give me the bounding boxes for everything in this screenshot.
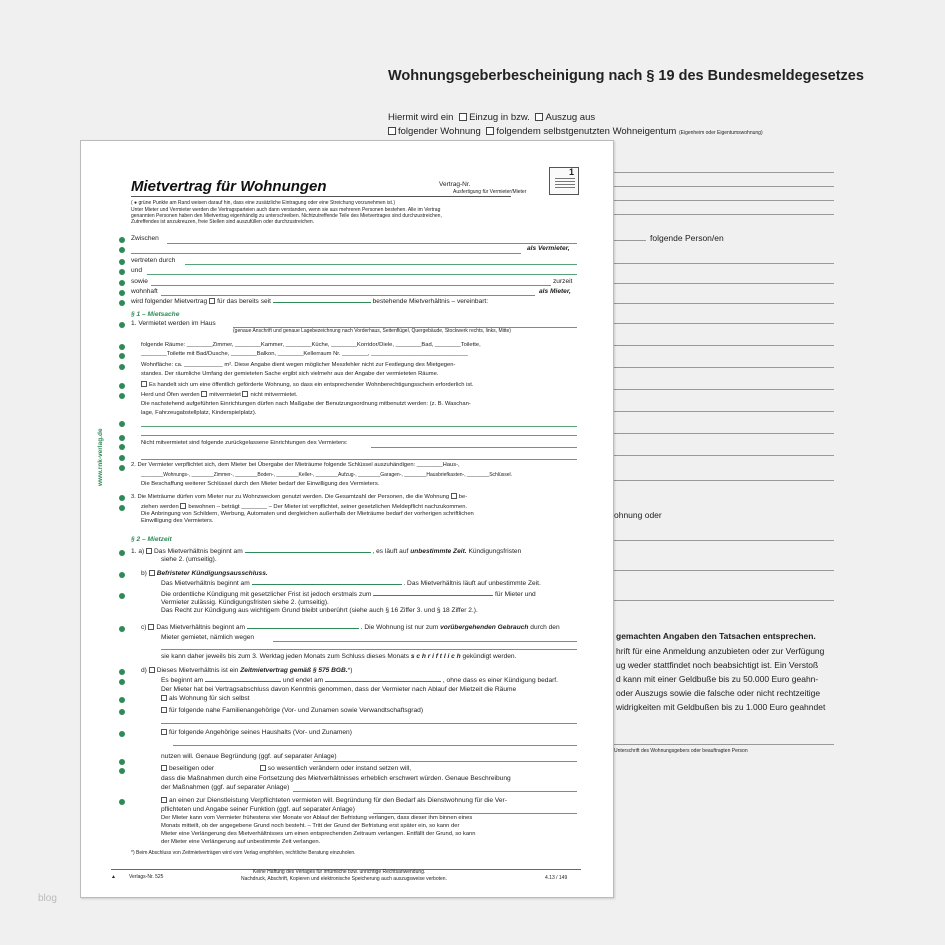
back-field-line: [614, 411, 834, 412]
entry-marker: [119, 572, 125, 578]
s2-d-line: Es beginnt am und endet am , ohne dass es einer Kündigung bedarf.: [161, 677, 558, 684]
tenant2-name-field[interactable]: [151, 285, 551, 286]
s2-d-note: Mieter eine Verlängerung des Mietverhältnisses um einen entsprechenden Zeitraum verlangen. Entfällt der Grund, so kann: [161, 831, 476, 837]
dwelling-type-row: folgender Wohnung folgendem selbstgenutzten Wohneigentum (Eigenheim oder Eigentumswohnung): [388, 126, 763, 137]
back-field-line: [614, 303, 834, 304]
entry-marker: [119, 393, 125, 399]
s2-d-line: nutzen will. Genaue Begründung (ggf. auf separater Anlage): [161, 753, 337, 760]
s2-b-line: Vermieter zulässig. Kündigungsfristen siehe 2. (umseitig).: [161, 599, 329, 606]
entry-marker: [119, 799, 125, 805]
copy-for-label: Ausfertigung für Vermieter/Mieter: [453, 189, 527, 195]
wohnhaft-label: wohnhaft: [131, 288, 158, 295]
wohneigentum-checkbox[interactable]: [486, 127, 494, 135]
d-end-date-field[interactable]: [325, 681, 441, 682]
s2-a-row: 1. a) Das Mietverhältnis beginnt am , es läuft auf unbestimmte Zeit. Kündigungsfristen: [131, 548, 522, 555]
als-mieter-label: als Mieter,: [539, 288, 571, 295]
s2-d-option: für folgende nahe Familienangehörige (Vor- und Zunamen sowie Verwandtschaftsgrad): [161, 707, 423, 715]
entry-marker: [119, 300, 125, 306]
entry-marker: [119, 593, 125, 599]
legal-text-line: oder Auszugs sowie die falsche oder nicht rechtzeitige: [616, 688, 821, 698]
entry-marker: [119, 237, 125, 243]
keys-line: ________Wohnungs-, ________Zimmer-, ________Boden-, ________Keller-, ________Aufzug-, ________Garagen-, ________Hausbriefkasten-, ________Schlüssel.: [141, 472, 513, 478]
back-field-line: [614, 240, 646, 241]
wohnung-checkbox[interactable]: [388, 127, 396, 135]
keys-line: 2. Der Vermieter verpflichtet sich, dem Mieter bei Übergabe der Mieträume folgende Schlüssel auszuhändigen: ________Haus-,: [131, 462, 460, 468]
b-start-date-field[interactable]: [252, 584, 402, 585]
mitvermietet-checkbox[interactable]: [201, 391, 207, 397]
als-vermieter-label: als Vermieter,: [527, 245, 570, 252]
s2-a-note: siehe 2. (umseitig).: [161, 556, 217, 563]
s2-d-row: d) Dieses Mietverhältnis ist ein Zeitmietvertrag gemäß § 575 BGB.*): [141, 667, 353, 674]
s2-c-row: c) Das Mietverhältnis beginnt am . Die Wohnung ist nur zum vorübergehenden Gebrauch durch den: [141, 624, 560, 631]
bewohnen-checkbox[interactable]: [180, 503, 186, 509]
wesentlich-checkbox[interactable]: [260, 765, 266, 771]
s2-d-line: dass die Maßnahmen durch eine Fortsetzung des Mietverhältnisses erheblich erschwert würden. Genaue Beschreibung: [161, 775, 511, 782]
instruction-note: ( ● grüne Punkte am Rand weisen darauf hin, dass eine zusätzliche Eintragung oder eine Streichung vorzunehmen ist.): [131, 200, 396, 206]
watermark: blog: [38, 893, 57, 904]
representative-field[interactable]: [185, 264, 577, 265]
measures-field[interactable]: [293, 791, 577, 792]
justification-field[interactable]: [313, 761, 577, 762]
s2-d-option: an einen zur Dienstleistung Verpflichteten vermieten will. Begründung für den Bedarf als Dienstwohnung für die Ver-: [161, 797, 507, 805]
back-page-title: Wohnungsgeberbescheinigung nach § 19 des Bundesmeldegesetzes: [388, 68, 864, 84]
family-names-field[interactable]: [161, 723, 577, 724]
s1-item1: 1. Vermietet werden im Haus: [131, 320, 216, 327]
s2-b-line: Das Recht zur Kündigung aus wichtigem Grund bleibt unberührt (siehe auch § 16 Ziffer 3. und § 18 Ziffer 2.).: [161, 607, 478, 614]
back-field-line: [614, 263, 834, 264]
s2-c-line: Mieter gemietet, nämlich wegen: [161, 634, 255, 641]
entry-marker: [119, 421, 125, 427]
back-field-line: [614, 345, 834, 346]
entry-marker: [119, 465, 125, 471]
instruction-text: genannten Personen haben den Mietvertrag eigenhändig zu unterschreiben. Nichtzutreffende Teile des Mietvertrages sind durchzustreichen,: [131, 213, 442, 219]
befristet-checkbox[interactable]: [149, 570, 155, 576]
s2-d-option: beseitigen oder so wesentlich verändern oder instand setzen will,: [161, 765, 411, 773]
s2-d-line: Der Mieter hat bei Vertragsabschluss davon Kenntnis genommen, dass der Vermieter nach Ablauf der Mietzeit die Räume: [161, 686, 517, 693]
edition-label: 4.13 / 149: [545, 875, 568, 881]
publisher-number: Verlags-Nr. 525: [129, 874, 164, 880]
s2-d-line: pflichteten und Angabe seiner Funktion (ggf. auf separater Anlage): [161, 806, 355, 813]
s2-b-line: Das Mietverhältnis beginnt am . Das Mietverhältnis läuft auf unbestimmte Zeit.: [161, 580, 541, 587]
entry-marker: [119, 759, 125, 765]
legal-text-line: widrigkeiten mit Geldbußen bis zu 1.000 Euro geahndet: [616, 702, 826, 712]
einzug-checkbox[interactable]: [459, 113, 467, 121]
vertreten-label: vertreten durch: [131, 257, 176, 264]
reason-field[interactable]: [161, 649, 577, 650]
signature-caption: Unterschrift des Wohnungsgebers oder beauftragten Person: [614, 748, 748, 754]
registration-type-row: Hiermit wird ein Einzug in bzw. Auszug aus: [388, 112, 596, 123]
instruction-text: Unter Mieter und Vermieter werden die Vertragsparteien auch dann verstanden, wenn sie aus mehreren Personen bestehen. Alle im Vertrag: [131, 207, 441, 213]
legal-text-line: d kann mit einer Geldbuße bis zu 50.000 Euro geahn-: [616, 674, 819, 684]
entry-marker: [119, 768, 125, 774]
section-2-heading: § 2 – Mietzeit: [131, 536, 172, 543]
back-field-line: [614, 367, 834, 368]
publisher-url: www.rnk-verlag.de: [97, 428, 104, 486]
zurzeit-label: zurzeit: [553, 278, 573, 285]
back-field-line: [614, 600, 834, 601]
not-rented-field[interactable]: [141, 459, 577, 460]
contract-number-label: Vertrag-Nr.: [439, 181, 471, 188]
back-field-line: [614, 172, 834, 173]
since-date-field[interactable]: [273, 302, 371, 303]
facilities-line: lage, Fahrzeugabstellplatz, Kinderspielplatz).: [141, 410, 257, 416]
entry-marker: [119, 550, 125, 556]
entry-marker: [119, 269, 125, 275]
entry-marker: [119, 383, 125, 389]
entry-marker: [119, 455, 125, 461]
back-field-line: [614, 570, 834, 571]
beseitigen-checkbox[interactable]: [161, 765, 167, 771]
footnote: *) Beim Abschluss von Zeitmietverträgen wird vom Verlag empfohlen, rechtliche Beratung einzuholen.: [131, 850, 356, 856]
zwischen-label: Zwischen: [131, 235, 159, 242]
keys-line: Die Beschaffung weiterer Schlüssel durch den Mieter bedarf der Einwilligung des Vermieters.: [141, 481, 380, 487]
entry-marker: [119, 444, 125, 450]
entry-marker: [119, 344, 125, 350]
sowie-label: sowie: [131, 278, 148, 285]
not-rented-line: Nicht mitvermietet sind folgende zurückgelassene Einrichtungen des Vermieters:: [141, 440, 348, 446]
folgende-person-label: folgende Person/en: [650, 233, 724, 243]
usage-line: Die Anbringung von Schildern, Werbung, Automaten und dergleichen außerhalb der Mieträume bedarf der vorherigen schriftlichen: [141, 511, 474, 517]
entry-marker: [119, 280, 125, 286]
signature-line: [614, 744, 834, 745]
back-field-line: [614, 389, 834, 390]
s2-d-option: als Wohnung für sich selbst: [161, 695, 250, 703]
entry-marker: [119, 495, 125, 501]
back-field-line: [614, 433, 834, 434]
first-termination-date-field[interactable]: [373, 595, 493, 596]
copyright-note: Nachdruck, Abschrift, Kopieren und elektronische Speicherung auch auszugsweise verboten.: [241, 876, 447, 882]
back-field-line: [614, 323, 834, 324]
back-field-line: [614, 186, 834, 187]
public-housing-checkbox[interactable]: [141, 381, 147, 387]
document-title: Mietvertrag für Wohnungen: [131, 178, 327, 195]
entry-marker: [119, 247, 125, 253]
public-housing-row: Es handelt sich um eine öffentlich geförderte Wohnung, so dass ein entsprechender Wohnberechtigungsschein erforderlich ist.: [141, 381, 474, 390]
back-field-line: [614, 540, 834, 541]
liability-note: Keine Haftung des Verlages für irrtümliche bzw. unrichtige Rechtsanwendung.: [253, 869, 426, 875]
back-field-line: [614, 455, 834, 456]
usage-line: 3. Die Mieträume dürfen vom Mieter nur zu Wohnzwecken genutzt werden. Die Gesamtzahl der Personen, die die Wohnung be-: [131, 494, 468, 500]
unbefristet-checkbox[interactable]: [146, 548, 152, 554]
address-hint: (genaue Anschrift und genaue Lagebezeichnung nach Vorderhaus, Seitenflügel, Quergebäude, Stockwerk rechts, links, Mitte): [233, 328, 511, 334]
entry-marker: [119, 669, 125, 675]
auszug-checkbox[interactable]: [535, 113, 543, 121]
function-field[interactable]: [373, 813, 577, 814]
not-rented-field[interactable]: [371, 447, 577, 448]
entry-marker: [119, 626, 125, 632]
usage-line: Einwilligung des Vermieters.: [141, 518, 214, 524]
s2-d-line: der Maßnahmen (ggf. auf separater Anlage): [161, 784, 290, 791]
tenant-address-field[interactable]: [161, 295, 535, 296]
dienstwohnung-checkbox[interactable]: [161, 797, 167, 803]
facilities-field[interactable]: [141, 426, 577, 427]
family-use-checkbox[interactable]: [161, 707, 167, 713]
mietvertrag-row: wird folgender Mietvertrag für das bereits seit bestehende Mietverhältnis – vereinbart:: [131, 298, 489, 305]
landlord-name-field[interactable]: [167, 243, 577, 244]
back-field-line: [614, 480, 834, 481]
rooms-line: folgende Räume: ________Zimmer, ________Kammer, ________Küche, ________Korridor/Diele, ________Bad, ________Toilette,: [141, 342, 481, 348]
nicht-mitvermietet-checkbox[interactable]: [242, 391, 248, 397]
facilities-line: Die nachstehend aufgeführten Einrichtungen dürfen nach Maßgabe der Benutzungsordnung mitbenutzt werden: (z. B. Waschan-: [141, 401, 471, 407]
entry-marker: [119, 322, 125, 328]
legal-text-line: hrift für eine Anmeldung anzubieten oder zur Verfügung: [616, 646, 825, 656]
rooms-line: ________Toilette mit Bad/Dusche, ________Balkon, ________Kellerraum Nr. ________, ______________________________: [141, 351, 468, 357]
s2-c-line: sie kann daher jeweils bis zum 3. Werktag jeden Monats zum Schluss dieses Monats s c h r i f t l i c h gekündigt werden.: [161, 653, 517, 660]
instruction-text: Zutreffendes ist anzukreuzen, freie Stellen sind auszufüllen oder durchzustreichen.: [131, 219, 315, 225]
tenant-name-field[interactable]: [147, 274, 577, 275]
publisher-logo: ▲: [111, 874, 116, 880]
entry-marker: [119, 697, 125, 703]
legal-text-line: ug weder stattfindet noch beabsichtigt ist. Ein Verstoß: [616, 660, 819, 670]
entry-marker: [119, 353, 125, 359]
form-number-icon: 1: [549, 167, 579, 195]
entry-marker: [119, 364, 125, 370]
entry-marker: [119, 505, 125, 511]
household-use-checkbox[interactable]: [161, 729, 167, 735]
entry-marker: [119, 259, 125, 265]
living-area-line: standes. Der räumliche Umfang der gemieteten Sache ergibt sich vielmehr aus der Angabe der vermieteten Räume.: [141, 371, 439, 377]
facilities-field[interactable]: [141, 435, 577, 436]
back-field-line: [614, 283, 834, 284]
entry-marker: [119, 679, 125, 685]
stove-row: Herd und Öfen werden mitvermietet nicht mitvermietet.: [141, 392, 298, 398]
voruebergehend-checkbox[interactable]: [148, 624, 154, 630]
und-label: und: [131, 267, 143, 274]
s2-d-option: für folgende Angehörige seines Haushalts (Vor- und Zunamen): [161, 729, 352, 737]
s2-b-row: b) Befristeter Kündigungsausschluss.: [141, 570, 268, 577]
d-start-date-field[interactable]: [205, 681, 281, 682]
existing-lease-checkbox[interactable]: [209, 298, 215, 304]
entry-marker: [119, 709, 125, 715]
angaben-text: gemachten Angaben den Tatsachen entsprechen.: [616, 631, 816, 641]
title-underline: [131, 196, 511, 197]
start-date-field[interactable]: [245, 552, 371, 553]
household-names-field[interactable]: [173, 745, 577, 746]
reason-field[interactable]: [273, 641, 577, 642]
rental-contract-page: [80, 140, 614, 898]
self-use-checkbox[interactable]: [161, 695, 167, 701]
back-field-line: [614, 200, 834, 201]
section-1-heading: § 1 – Mietsache: [131, 311, 180, 318]
s2-b-line: Die ordentliche Kündigung mit gesetzlicher Frist ist jedoch erstmals zum für Mieter und: [161, 591, 536, 598]
wohnung-oder-text: ohnung oder: [614, 510, 662, 520]
s2-d-note: Monats mitteilt, ob der angegebene Grund noch besteht. – Tritt der Grund der Befristung erst später ein, so kann der: [161, 823, 460, 829]
living-area-line: Wohnfläche: ca. ____________ m². Diese Angabe dient wegen möglicher Messfehler nicht zur Festlegung des Mietgegen-: [141, 362, 456, 368]
landlord-address-field[interactable]: [131, 253, 521, 254]
usage-line: ziehen werden bewohnen – beträgt ________ – Der Mieter ist verpflichtet, seiner gesetzlichen Meldepflicht nachzukommen.: [141, 504, 468, 510]
entry-marker: [119, 435, 125, 441]
beziehen-checkbox[interactable]: [451, 493, 457, 499]
form-stack-icon: [555, 178, 575, 190]
back-field-line: [614, 214, 834, 215]
s2-d-note: der Mieter eine Verlängerung auf unbestimmte Zeit verlangen.: [161, 839, 321, 845]
s2-d-note: Der Mieter kann vom Vermieter frühestens vier Monate vor Ablauf der Befristung verlangen, dass dieser ihm binnen eines: [161, 815, 473, 821]
zeitmietvertrag-checkbox[interactable]: [149, 667, 155, 673]
entry-marker: [119, 731, 125, 737]
c-start-date-field[interactable]: [247, 628, 359, 629]
entry-marker: [119, 290, 125, 296]
